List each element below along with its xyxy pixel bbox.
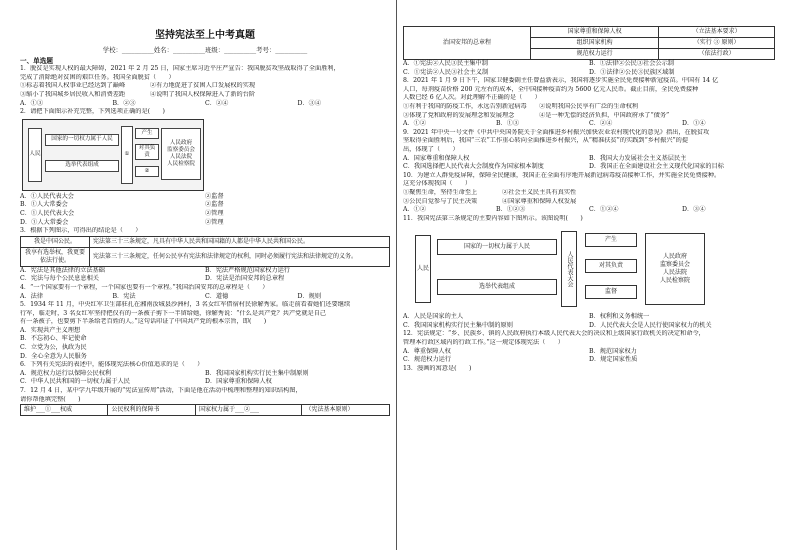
q8-options: [403, 120, 775, 129]
q2-option-row: [20, 210, 390, 219]
diagram-node-center: ①: [121, 126, 133, 184]
option[interactable]: B．①人大常委会: [20, 201, 68, 209]
option[interactable]: A．①人民代表大会: [20, 192, 74, 200]
page-title: 坚持宪法至上中考真题: [155, 30, 255, 41]
q12-line: 管理本行政区域内的行政工作。”这一规定体现宪法（ ）: [403, 339, 564, 347]
q11-stem: 11．我国宪法第三条规定的主要内容如下图所示。该图说明( ): [403, 214, 583, 222]
option[interactable]: B．我国国家机构实行民主集中制原则: [205, 369, 309, 377]
table-cell: 组织国家机构: [531, 38, 659, 49]
table-cell: （宪法基本原则）: [302, 405, 390, 416]
option[interactable]: A．①宪法②人民③民主集中制: [403, 60, 488, 67]
option[interactable]: D．③④: [297, 99, 322, 107]
diagram-banner-bottom: 选举代表组成: [45, 160, 119, 172]
option[interactable]: C．我国国家机构实行民主集中制的原则: [403, 321, 513, 329]
q7-line: 请你帮他填完整( ): [20, 395, 81, 403]
table-cell: 维护___①___权威: [21, 405, 108, 416]
option[interactable]: C．①②④: [589, 206, 619, 214]
option[interactable]: A．实现共产主义理想: [20, 326, 81, 334]
q11-option-row: [403, 322, 775, 331]
option[interactable]: C．道德: [205, 292, 229, 300]
right-column: [403, 0, 775, 550]
option[interactable]: B．①③: [496, 120, 520, 128]
q7-option-row: [403, 69, 775, 78]
section-heading: 一、单选题: [20, 56, 53, 65]
table-cell: （依法行政）: [659, 49, 775, 60]
option[interactable]: B．①法律②公民③社会公示制: [589, 60, 674, 67]
diagram-arrow-blank: ②: [135, 166, 159, 177]
q4-stem: 4．“一个国家要有一个章程，一个国家也要有一个章程。”我国治国安邦的总章程是（ ）: [20, 283, 269, 291]
q12-option-row: [403, 356, 775, 365]
student-info-line: 学校：__________姓名：__________班级：__________考号：__________: [102, 46, 308, 54]
column-divider: [396, 0, 397, 550]
diagram-node-organs: 人民政府 监察委员会 人民法院 人民检察院: [161, 128, 201, 180]
option[interactable]: D．全心全意为人民服务: [20, 352, 87, 360]
diagram-banner-top: 国家的一切权力属于人民: [45, 134, 119, 146]
q10-options: [403, 206, 775, 215]
q10-line: ③公民自觉参与了民主决策 ④国家尊重和保障人权发展: [403, 197, 577, 205]
option[interactable]: D．①④: [682, 120, 706, 128]
option[interactable]: B．规范国家权力: [589, 347, 637, 355]
q2-diagram: [22, 119, 204, 191]
option[interactable]: D．规则: [297, 292, 322, 300]
q9-line: 9．2021 年中央一号文件《中共中央国务院关于全面推进乡村振兴加快农业农村现代化的意见》指出，在脱贫攻: [403, 128, 710, 136]
diagram-node-organs: 人民政府 监察委员会 人民法院 人民检察院: [645, 233, 705, 305]
q7-structure-table: [403, 26, 775, 60]
q2-stem: 2．请把下面图示补充完整，下列选项正确的是( ): [20, 108, 165, 116]
option[interactable]: A．①②: [403, 120, 427, 128]
table-cell: 我是中国公民。: [21, 236, 90, 247]
table-cell: 国家尊重和保障人权: [531, 27, 659, 38]
option[interactable]: B．宪法: [112, 292, 136, 300]
option[interactable]: C．规范权力运行: [403, 356, 452, 364]
option[interactable]: B．我国大力发展社会主义基层民主: [589, 154, 687, 162]
q10-line: 10．为建立人群免疫屏障，保障全民健康，我国正在全面有序地开展新冠病毒疫苗接种工作，并实施全民免费接种。: [403, 171, 721, 179]
table-cell: （立法基本要求）: [659, 27, 775, 38]
q1-line: 1．脱贫是实现人权的最大障碍，2021 年 2 月 25 日，国家主席习近平庄严宣告：我国脱贫攻坚战取得了全面胜利，: [20, 65, 340, 73]
q3-table: [20, 236, 390, 267]
q9-option-row: [403, 163, 775, 172]
option[interactable]: C．中华人民共和国的一切权力属于人民: [20, 378, 130, 386]
option[interactable]: A．①②: [403, 206, 427, 214]
q1-options: [20, 100, 390, 109]
table-row: [21, 247, 390, 266]
diagram-node-congress: 人民代表大会: [561, 231, 577, 307]
diagram-node-people: 人民: [415, 235, 431, 303]
option[interactable]: A．国家尊重和保障人权: [403, 154, 470, 162]
q10-line: ①聚焦生命，坚持生命至上 ②社会主义民主具有真实性: [403, 188, 577, 196]
q1-line: ①标志着我国人权事业已经达到了巅峰 ②有力地促进了贫困人口发展权的实现: [20, 82, 256, 90]
q8-line: ①有利于我国的防疫工作，永远告别新冠病毒 ②说明我国公民享有广泛的生命权利: [403, 102, 639, 110]
q2-option-row: [20, 219, 390, 228]
q9-line: 坚取得全面胜利后，我国“三农”工作重心转向全面推进乡村振兴，从“精准扶贫”的实践到“乡村振兴”的提: [403, 137, 689, 145]
table-cell: 治国安邦的总章程: [404, 27, 531, 60]
option[interactable]: C．立党为公，执政为民: [20, 344, 87, 352]
option[interactable]: C．①人民代表大会: [20, 209, 75, 217]
option[interactable]: A．宪法是其他法律的立法基础: [20, 266, 105, 274]
q8-line: ③体现了党和政府的发展理念和发展理念 ④是一种无偿的经济负担，中国政府承了“债务”: [403, 111, 670, 119]
option[interactable]: B．②③: [112, 99, 136, 107]
q10-line: 这充分体现我国（ ）: [403, 180, 472, 188]
q11-diagram: [415, 225, 735, 311]
q4-options: [20, 293, 390, 302]
diagram-arrow-responsible: 对其负责: [135, 144, 159, 160]
table-row: [21, 405, 390, 416]
q7-option-row: [403, 60, 775, 69]
q7-structure-row: [20, 404, 390, 416]
table-cell: 宪法第三十三条规定，任何公民享有宪法和法律规定的权利，同时必须履行宪法和法律规定的义务。: [90, 247, 390, 266]
q5-line: 5．1934 年 11 月，中央红军卫生部驻扎在湘南汝城县沙洲村，3 名女红军借宿村民徐解秀家。临走前看着她们还要继续: [20, 301, 351, 309]
option[interactable]: A．法律: [20, 292, 44, 300]
table-cell: （实行 ③ 原则）: [659, 38, 775, 49]
q12-option-row: [403, 348, 775, 357]
q9-line: 出，体现了（ ）: [403, 145, 459, 153]
option[interactable]: B．宪法严格规范国家权力运行: [205, 266, 290, 274]
option[interactable]: A．规范权力运行以保障公民权利: [20, 369, 112, 377]
q5-line: 有一条被子，也要剪下半条给老百姓的人。”这句话印证了中国共产党的根本宗旨，即( ): [20, 318, 267, 326]
q13-stem: 13．漫画的寓意是( ): [403, 364, 472, 372]
left-column: [20, 0, 390, 550]
option-part: ②监督: [205, 192, 224, 200]
option[interactable]: C．宪法与每个公民息息相关: [20, 275, 99, 283]
q7-line: 7．12 月 4 日，某中学九年级开展的“宪法宣传周”活动，下面是他在活动中梳理和整理的知识结构图，: [20, 387, 302, 395]
q8-line: 人口，每剂疫苗价格 200 元左右的成本，全中国接种疫苗约为 5600 亿元人民币。截止目前，全民免费接种: [403, 85, 699, 93]
q6-option-row: [20, 378, 390, 387]
option[interactable]: A．人民是国家的主人: [403, 313, 464, 321]
option[interactable]: D．①法律②公民③民族区域制: [589, 68, 675, 76]
option[interactable]: A．①③: [20, 99, 44, 107]
diagram-arrow-produce: 产生: [585, 233, 637, 247]
option[interactable]: D．③④: [682, 206, 706, 214]
option[interactable]: D．国家尊重和保障人权: [205, 378, 272, 386]
q12-line: 12．宪法规定：“乡、民族乡、镇的人民政府执行本级人民代表大会的决议和上级国家行政机关的决定和命令，: [403, 330, 705, 338]
q3-option-row: [20, 275, 390, 284]
option[interactable]: C．①宪法②人民③社会主义制: [403, 68, 489, 76]
option[interactable]: D．规定国家性质: [589, 356, 638, 364]
diagram-arrow-responsible: 对其负责: [585, 259, 637, 273]
option[interactable]: B．不忘初心、牢记使命: [20, 335, 87, 343]
option[interactable]: C．②④: [205, 99, 229, 107]
q11-option-row: [403, 313, 775, 322]
table-row: [21, 236, 390, 247]
q2-option-row: [20, 201, 390, 210]
diagram-arrow-supervise: 监督: [585, 285, 637, 299]
q3-stem: 3．根据下列图示，可得出的结论是（ ）: [20, 227, 142, 235]
option[interactable]: D．我国正在全面建设社会主义现代化国家的目标: [589, 163, 724, 171]
q6-stem: 6．下列有关宪法的表述中，能体现宪法核心价值追求的是（ ）: [20, 361, 204, 369]
option[interactable]: D．①人大常委会: [20, 218, 69, 226]
option[interactable]: D．宪法是治国安邦的总章程: [205, 275, 285, 283]
option[interactable]: B．权利和义务相统一: [589, 313, 650, 321]
table-cell: 国家权力属于___②___: [195, 405, 302, 416]
diagram-arrow-produce: 产生: [135, 128, 159, 139]
q5-line: 行军，临走时，3 名女红军坚持把仅有的一条被子剪下一半留给她，徐解秀说：“什么是共产党？共产党就是自己: [20, 309, 327, 317]
diagram-banner-bottom: 选举代表组成: [437, 279, 557, 295]
option[interactable]: B．①②③: [496, 206, 526, 214]
option[interactable]: C．我国选择把人民代表大会制度作为国家根本制度: [403, 163, 544, 171]
q1-line: 完成了消除绝对贫困的艰巨任务。我国全面脱贫（ ）: [20, 73, 175, 81]
option[interactable]: C．②④: [589, 120, 613, 128]
diagram-node-people: 人民: [28, 128, 42, 182]
option-part: ②监督: [205, 201, 224, 209]
option[interactable]: D．人民代表大会是人民行使国家权力的机关: [589, 321, 712, 329]
table-cell: 我享有选举权，我更要依法行使。: [21, 247, 90, 266]
table-cell: 宪法第三十三条规定，凡具有中华人民共和国国籍的人都是中华人民共和国公民。: [90, 236, 390, 247]
table-cell: 公民权利的保障书: [108, 405, 195, 416]
q9-option-row: [403, 155, 775, 164]
diagram-banner-top: 国家的一切权力属于人民: [437, 239, 557, 255]
table-cell: 规范权力运行: [531, 49, 659, 60]
option[interactable]: A．尊重保障人权: [403, 347, 451, 355]
option-part: ②管理: [205, 209, 224, 217]
q1-line: ③缩小了我国城乡居民收入和消费差距 ④说明了我国人权保障进入了新的台阶: [20, 90, 256, 98]
table-row: [404, 27, 775, 38]
option-part: ②管理: [205, 218, 224, 226]
q8-line: 人数已经 6 亿人次。对此理解不正确的是（ ）: [403, 94, 541, 102]
q8-line: 8．2021 年 1 月 9 日下午，国家卫健委副主任曾益新表示，我国将逐步实施全民免费接种新冠疫苗。中国有 14 亿: [403, 77, 719, 85]
